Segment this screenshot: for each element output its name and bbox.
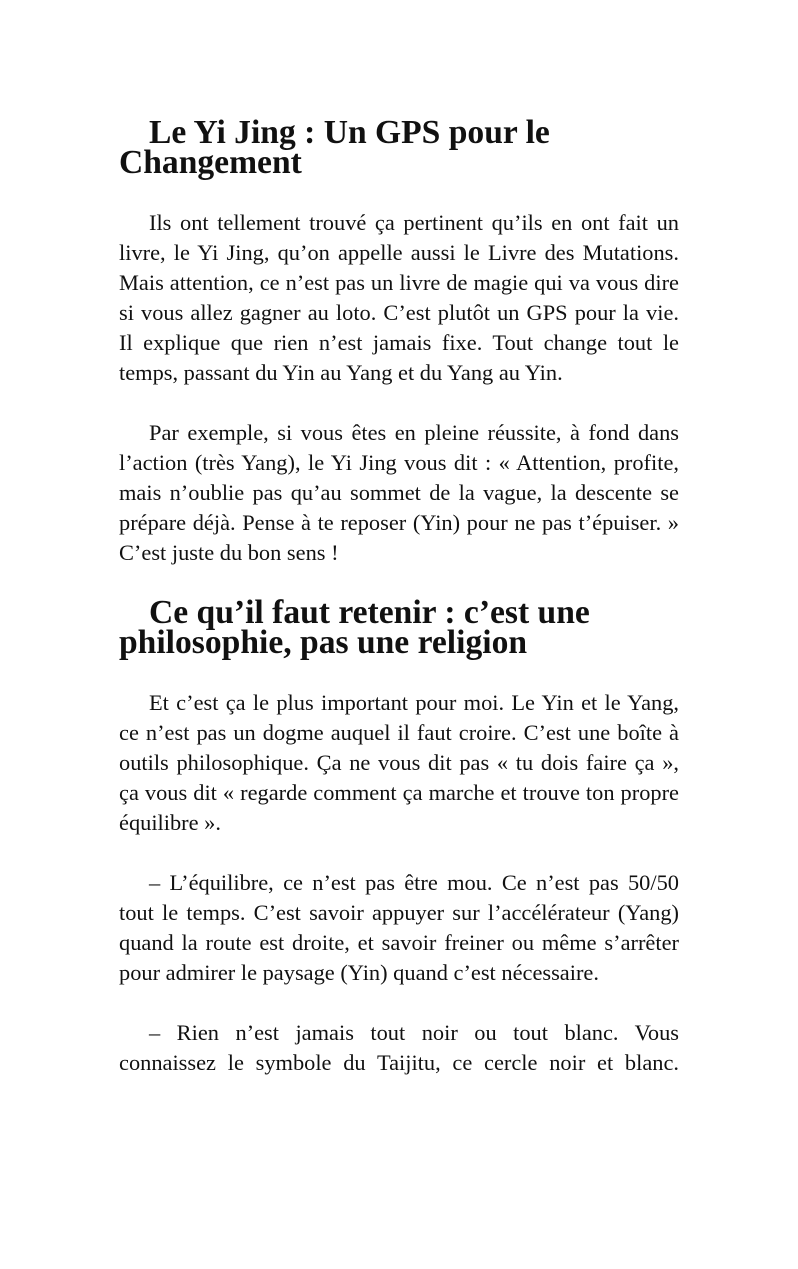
paragraph-yi-jing-gps: Ils ont tellement trouvé ça pertinent qu’ils en ont fait un livre, le Yi Jing, qu’on appelle aussi le Livre des Mutations. Mais attention, ce n’est pas un livre de magie qui va vous dire si vous allez gagner au loto. C’est plutôt un GPS pour la vie. Il explique que rien n’est jamais fixe. Tout change tout le temps, passant du Yin au Yang et du Yang au Yin.	[119, 210, 679, 385]
section-heading-philosophy: Ce qu’il faut retenir : c’est une philosophie, pas une religion	[119, 594, 590, 661]
paragraph-taijitu: – Rien n’est jamais tout noir ou tout blanc. Vous connaissez le symbole du Taijitu, ce cercle noir et blanc.	[119, 1020, 679, 1075]
paragraph-toolbox: Et c’est ça le plus important pour moi. Le Yin et le Yang, ce n’est pas un dogme auquel il faut croire. C’est une boîte à outils philosophique. Ça ne vous dit pas « tu dois faire ça », ça vous dit « regarde comment ça marche et trouve ton propre équilibre ».	[119, 690, 679, 835]
paragraph-balance: – L’équilibre, ce n’est pas être mou. Ce n’est pas 50/50 tout le temps. C’est savoir appuyer sur l’accélérateur (Yang) quand la route est droite, et savoir freiner ou même s’arrêter pour admirer le paysage (Yin) quand c’est nécessaire.	[119, 870, 679, 985]
book-page	[119, 114, 679, 1108]
paragraph-example-success: Par exemple, si vous êtes en pleine réussite, à fond dans l’action (très Yang), le Yi Jing vous dit : « Attention, profite, mais n’oublie pas qu’au sommet de la vague, la descente se prépare déjà. Pense à te reposer (Yin) pour ne pas t’épuiser. » C’est juste du bon sens !	[119, 420, 679, 565]
section-heading-yi-jing: Le Yi Jing : Un GPS pour le Changement	[119, 114, 550, 181]
